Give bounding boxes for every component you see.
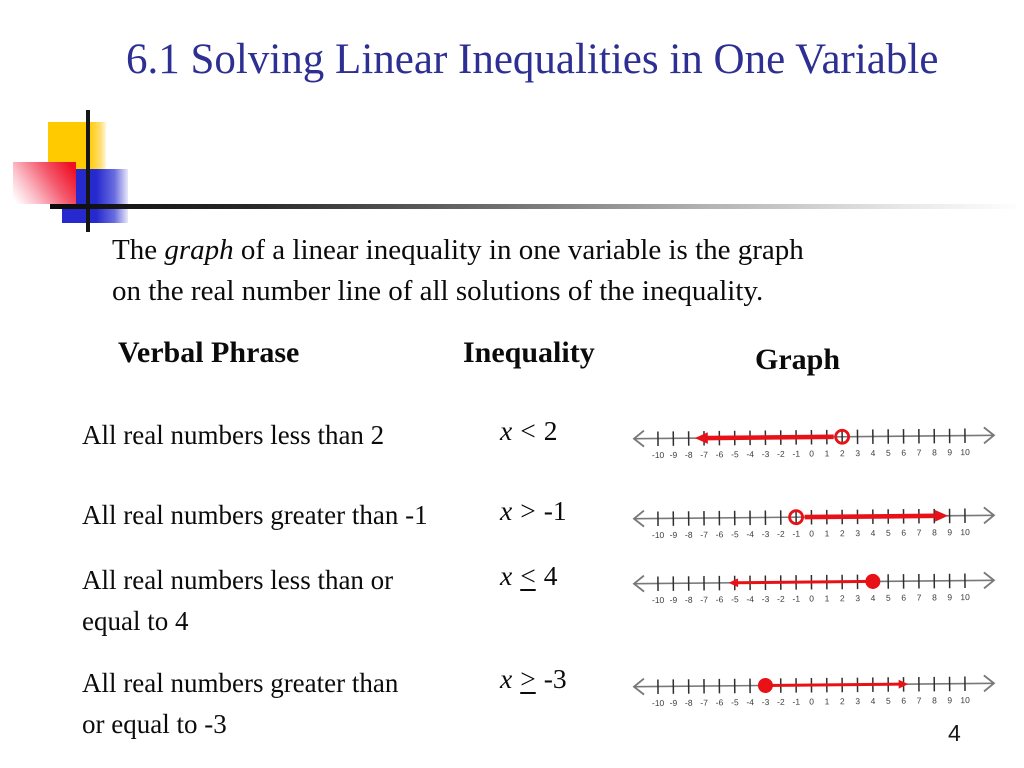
table-row <box>0 663 1024 740</box>
svg-text:5: 5 <box>885 527 891 538</box>
inequality-value: 2 <box>543 415 558 446</box>
svg-text:2: 2 <box>839 696 845 707</box>
intro-paragraph-line <box>112 230 957 271</box>
inequality-value: -1 <box>543 495 567 526</box>
svg-text:-9: -9 <box>669 529 678 540</box>
verbal-phrase-line: All real numbers less than or <box>82 565 394 595</box>
column-header-verbal-phrase: Verbal Phrase <box>118 336 300 369</box>
svg-text:-2: -2 <box>777 528 785 539</box>
inequality-expression <box>500 663 567 695</box>
svg-text:10: 10 <box>960 527 970 538</box>
svg-text:5: 5 <box>885 592 891 603</box>
svg-text:4: 4 <box>870 592 876 603</box>
verbal-phrase-text <box>82 495 512 536</box>
solution-ray <box>707 437 834 438</box>
table-row <box>0 560 1024 637</box>
svg-text:0: 0 <box>809 593 815 604</box>
inequality-operator: > <box>520 663 536 694</box>
inequality-expression <box>500 495 567 527</box>
svg-text:8: 8 <box>931 527 937 538</box>
table-row <box>0 495 1024 555</box>
solution-ray-arrowhead-icon <box>935 510 948 522</box>
svg-text:-6: -6 <box>715 529 724 540</box>
svg-text:-2: -2 <box>777 696 785 707</box>
svg-text:-3: -3 <box>761 448 770 460</box>
verbal-phrase-line: equal to 4 <box>82 606 189 637</box>
svg-text:-2: -2 <box>777 448 785 459</box>
solution-ray-arrowhead-icon <box>695 432 708 444</box>
svg-text:-3: -3 <box>761 696 770 708</box>
svg-text:4: 4 <box>870 447 876 458</box>
svg-text:5: 5 <box>885 447 891 458</box>
closed-endpoint-circle <box>758 678 773 693</box>
svg-text:-5: -5 <box>731 529 739 540</box>
svg-text:9: 9 <box>947 592 953 603</box>
svg-text:-3: -3 <box>761 528 770 540</box>
verbal-phrase-line: All real numbers greater than -1 <box>82 500 428 530</box>
svg-text:2: 2 <box>839 448 845 459</box>
svg-text:-1: -1 <box>792 696 801 707</box>
svg-text:10: 10 <box>960 695 970 706</box>
svg-text:-7: -7 <box>700 449 709 460</box>
svg-text:9: 9 <box>947 695 953 706</box>
table-row <box>0 415 1024 475</box>
svg-text:3: 3 <box>855 593 861 604</box>
solution-ray <box>737 581 873 582</box>
verbal-phrase-text <box>82 663 512 745</box>
inequality-variable: x <box>500 663 513 694</box>
svg-text:8: 8 <box>931 695 937 706</box>
svg-text:-5: -5 <box>731 594 739 605</box>
intro-text-run: on the real number line of all solutions of the inequality. <box>112 275 764 308</box>
svg-text:-4: -4 <box>746 594 755 605</box>
svg-text:-4: -4 <box>746 697 755 708</box>
svg-text:10: 10 <box>960 447 970 458</box>
svg-text:-8: -8 <box>684 594 693 605</box>
svg-text:-10: -10 <box>651 594 665 606</box>
verbal-phrase-line: All real numbers greater than <box>82 668 399 698</box>
number-line-graph <box>630 493 998 549</box>
number-line-svg <box>630 661 998 717</box>
page-number: 4 <box>948 720 961 746</box>
svg-text:6: 6 <box>901 447 907 458</box>
svg-text:3: 3 <box>855 448 861 459</box>
number-line-svg <box>630 413 998 469</box>
tick-labels <box>652 695 970 708</box>
intro-italic-word: graph <box>164 234 234 266</box>
closed-endpoint-circle <box>865 574 880 589</box>
svg-text:-8: -8 <box>684 449 693 460</box>
svg-text:3: 3 <box>855 696 861 707</box>
svg-text:9: 9 <box>947 447 953 458</box>
decoration-vertical-line <box>86 110 90 232</box>
svg-text:-10: -10 <box>651 449 665 461</box>
svg-text:6: 6 <box>901 592 907 603</box>
svg-text:1: 1 <box>824 528 830 539</box>
inequality-operator: < <box>520 560 536 591</box>
inequality-expression <box>500 560 557 592</box>
tick-labels <box>652 447 970 460</box>
svg-text:0: 0 <box>809 696 815 707</box>
svg-text:-8: -8 <box>684 697 693 708</box>
solution-ray-arrowhead-icon <box>729 578 739 587</box>
inequality-value: -3 <box>543 663 567 694</box>
svg-text:-3: -3 <box>761 593 770 605</box>
svg-text:-6: -6 <box>715 594 724 605</box>
svg-text:-7: -7 <box>700 529 709 540</box>
svg-text:7: 7 <box>916 592 922 603</box>
inequality-variable: x <box>500 495 513 526</box>
intro-text-run: The <box>112 234 165 266</box>
slide-title: 6.1 Solving Linear Inequalities in One Variable <box>126 36 939 83</box>
svg-text:7: 7 <box>916 527 922 538</box>
verbal-phrase-text <box>82 415 512 456</box>
svg-text:-7: -7 <box>700 697 709 708</box>
svg-text:9: 9 <box>947 527 953 538</box>
svg-text:-4: -4 <box>746 529 755 540</box>
verbal-phrase-line: or equal to -3 <box>82 709 227 740</box>
svg-text:-6: -6 <box>715 449 724 460</box>
intro-paragraph <box>112 230 957 312</box>
svg-text:10: 10 <box>960 592 970 603</box>
svg-text:5: 5 <box>885 695 891 706</box>
svg-text:4: 4 <box>870 527 876 538</box>
solution-ray <box>805 516 936 517</box>
svg-text:-10: -10 <box>651 529 665 541</box>
inequality-value: 4 <box>543 560 558 591</box>
tick-labels <box>652 592 970 605</box>
column-header-inequality: Inequality <box>463 336 595 369</box>
inequality-variable: x <box>500 415 513 446</box>
svg-text:4: 4 <box>870 695 876 706</box>
number-line-graph <box>630 661 998 717</box>
column-header-graph: Graph <box>755 343 841 376</box>
svg-text:-4: -4 <box>746 449 755 460</box>
svg-text:7: 7 <box>916 695 922 706</box>
svg-text:-9: -9 <box>669 594 678 605</box>
number-line-graph <box>630 413 998 469</box>
svg-text:-10: -10 <box>651 697 665 709</box>
number-line-graph <box>630 558 998 614</box>
number-line-svg <box>630 493 998 549</box>
inequality-operator: > <box>520 495 536 526</box>
svg-text:7: 7 <box>916 447 922 458</box>
svg-text:0: 0 <box>809 528 815 539</box>
svg-text:6: 6 <box>901 527 907 538</box>
svg-text:-1: -1 <box>792 528 801 539</box>
svg-text:3: 3 <box>855 528 861 539</box>
number-line-svg <box>630 558 998 614</box>
svg-text:1: 1 <box>824 593 830 604</box>
inequality-variable: x <box>500 560 513 591</box>
intro-text-run: of a linear inequality in one variable is the graph <box>233 234 804 266</box>
svg-text:-7: -7 <box>700 594 709 605</box>
svg-text:8: 8 <box>931 447 937 458</box>
svg-text:2: 2 <box>839 528 845 539</box>
decoration-red-square <box>13 162 76 204</box>
svg-text:-2: -2 <box>777 593 785 604</box>
svg-text:6: 6 <box>901 695 907 706</box>
svg-text:2: 2 <box>839 593 845 604</box>
svg-text:-1: -1 <box>792 593 801 604</box>
decoration-horizontal-rule <box>50 204 1016 209</box>
svg-text:-1: -1 <box>792 448 801 459</box>
solution-ray <box>765 684 899 685</box>
svg-text:8: 8 <box>931 592 937 603</box>
svg-text:-9: -9 <box>669 697 678 708</box>
svg-text:-6: -6 <box>715 697 724 708</box>
verbal-phrase-text <box>82 560 512 642</box>
intro-paragraph-line <box>112 271 957 312</box>
svg-text:-9: -9 <box>669 449 678 460</box>
svg-text:1: 1 <box>824 696 830 707</box>
svg-text:-5: -5 <box>731 697 739 708</box>
tick-labels <box>652 527 970 540</box>
svg-text:0: 0 <box>809 448 815 459</box>
inequality-expression <box>500 415 557 447</box>
svg-text:1: 1 <box>824 448 830 459</box>
verbal-phrase-line: All real numbers less than 2 <box>82 420 385 450</box>
svg-text:-5: -5 <box>731 449 739 460</box>
svg-text:-8: -8 <box>684 529 693 540</box>
inequality-operator: < <box>520 415 536 446</box>
